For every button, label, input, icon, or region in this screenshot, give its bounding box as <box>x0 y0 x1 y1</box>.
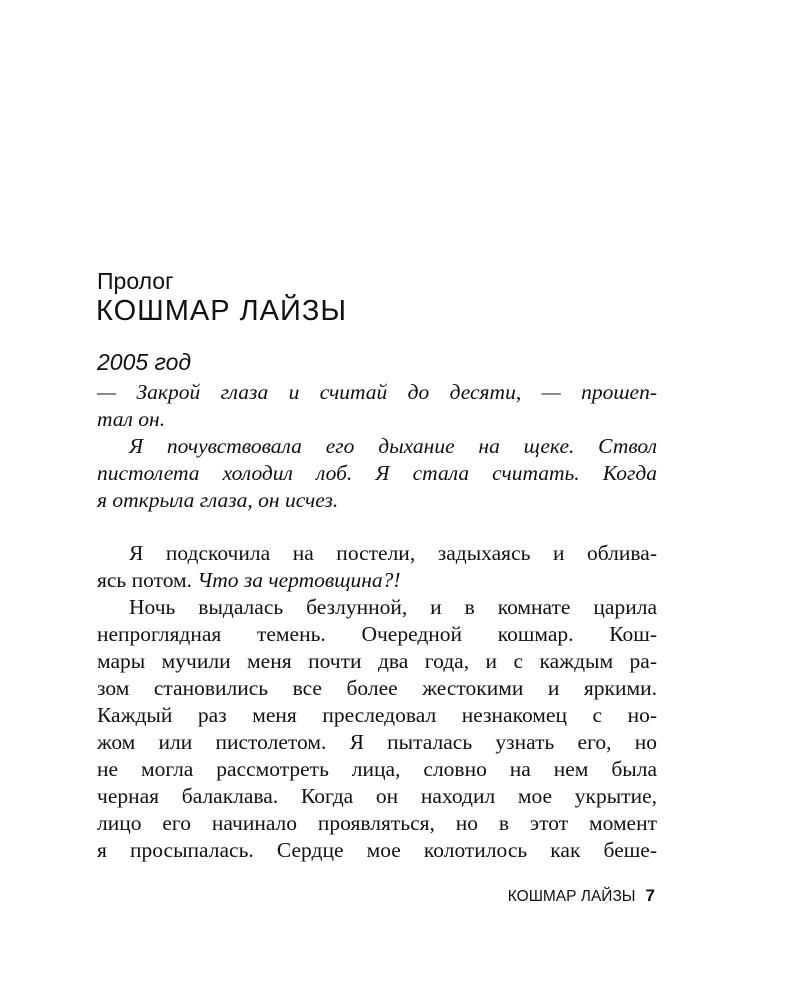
year-heading: 2005 год <box>97 349 192 375</box>
paragraph-line: не могла рассмотреть лица, словно на нем была <box>97 757 657 781</box>
paragraph-line: Я подскочила на постели, задыхаясь и облива- <box>129 541 657 565</box>
paragraph-line: Каждый раз меня преследовал незнакомец с но- <box>97 703 657 727</box>
chapter-title: КОШМАР ЛАЙЗЫ <box>96 295 348 327</box>
italic-passage <box>97 379 657 514</box>
paragraph-line: черная балаклава. Когда он находил мое укрытие, <box>97 784 657 808</box>
italic-line: Я почувствовала его дыхание на щеке. Ствол <box>129 434 657 458</box>
paragraph-line: я просыпалась. Сердце мое колотилось как беше- <box>97 838 657 862</box>
paragraph-line: зом становились все более жестокими и яркими. <box>97 676 657 700</box>
italic-line: я открыла глаза, он исчез. <box>97 488 339 512</box>
paragraph-italic-text: Что за чертовщина?! <box>197 568 401 592</box>
paragraph-line: жом или пистолетом. Я пыталась узнать его, но <box>97 730 657 754</box>
section-label: Пролог <box>97 268 174 294</box>
italic-line: тал он. <box>97 407 166 431</box>
page-number: 7 <box>645 886 655 905</box>
paragraph-text: ясь потом. <box>97 568 198 592</box>
paragraph-line: лицо его начинало проявляться, но в этот момент <box>97 811 657 835</box>
italic-line: пистолета холодил лоб. Я стала считать. Когда <box>97 461 657 485</box>
paragraph-line: мары мучили меня почти два года, и с каждым ра- <box>97 649 657 673</box>
italic-line: — Закрой глаза и считай до десяти, — прошеп- <box>97 380 657 404</box>
paragraph-line: непроглядная темень. Очередной кошмар. Кош- <box>97 622 657 646</box>
paragraph-line: Ночь выдалась безлунной, и в комнате царила <box>129 595 657 619</box>
running-title: КОШМАР ЛАЙЗЫ <box>507 888 636 905</box>
page-footer <box>470 885 655 908</box>
paragraph-line <box>97 567 657 594</box>
main-text <box>97 540 657 864</box>
